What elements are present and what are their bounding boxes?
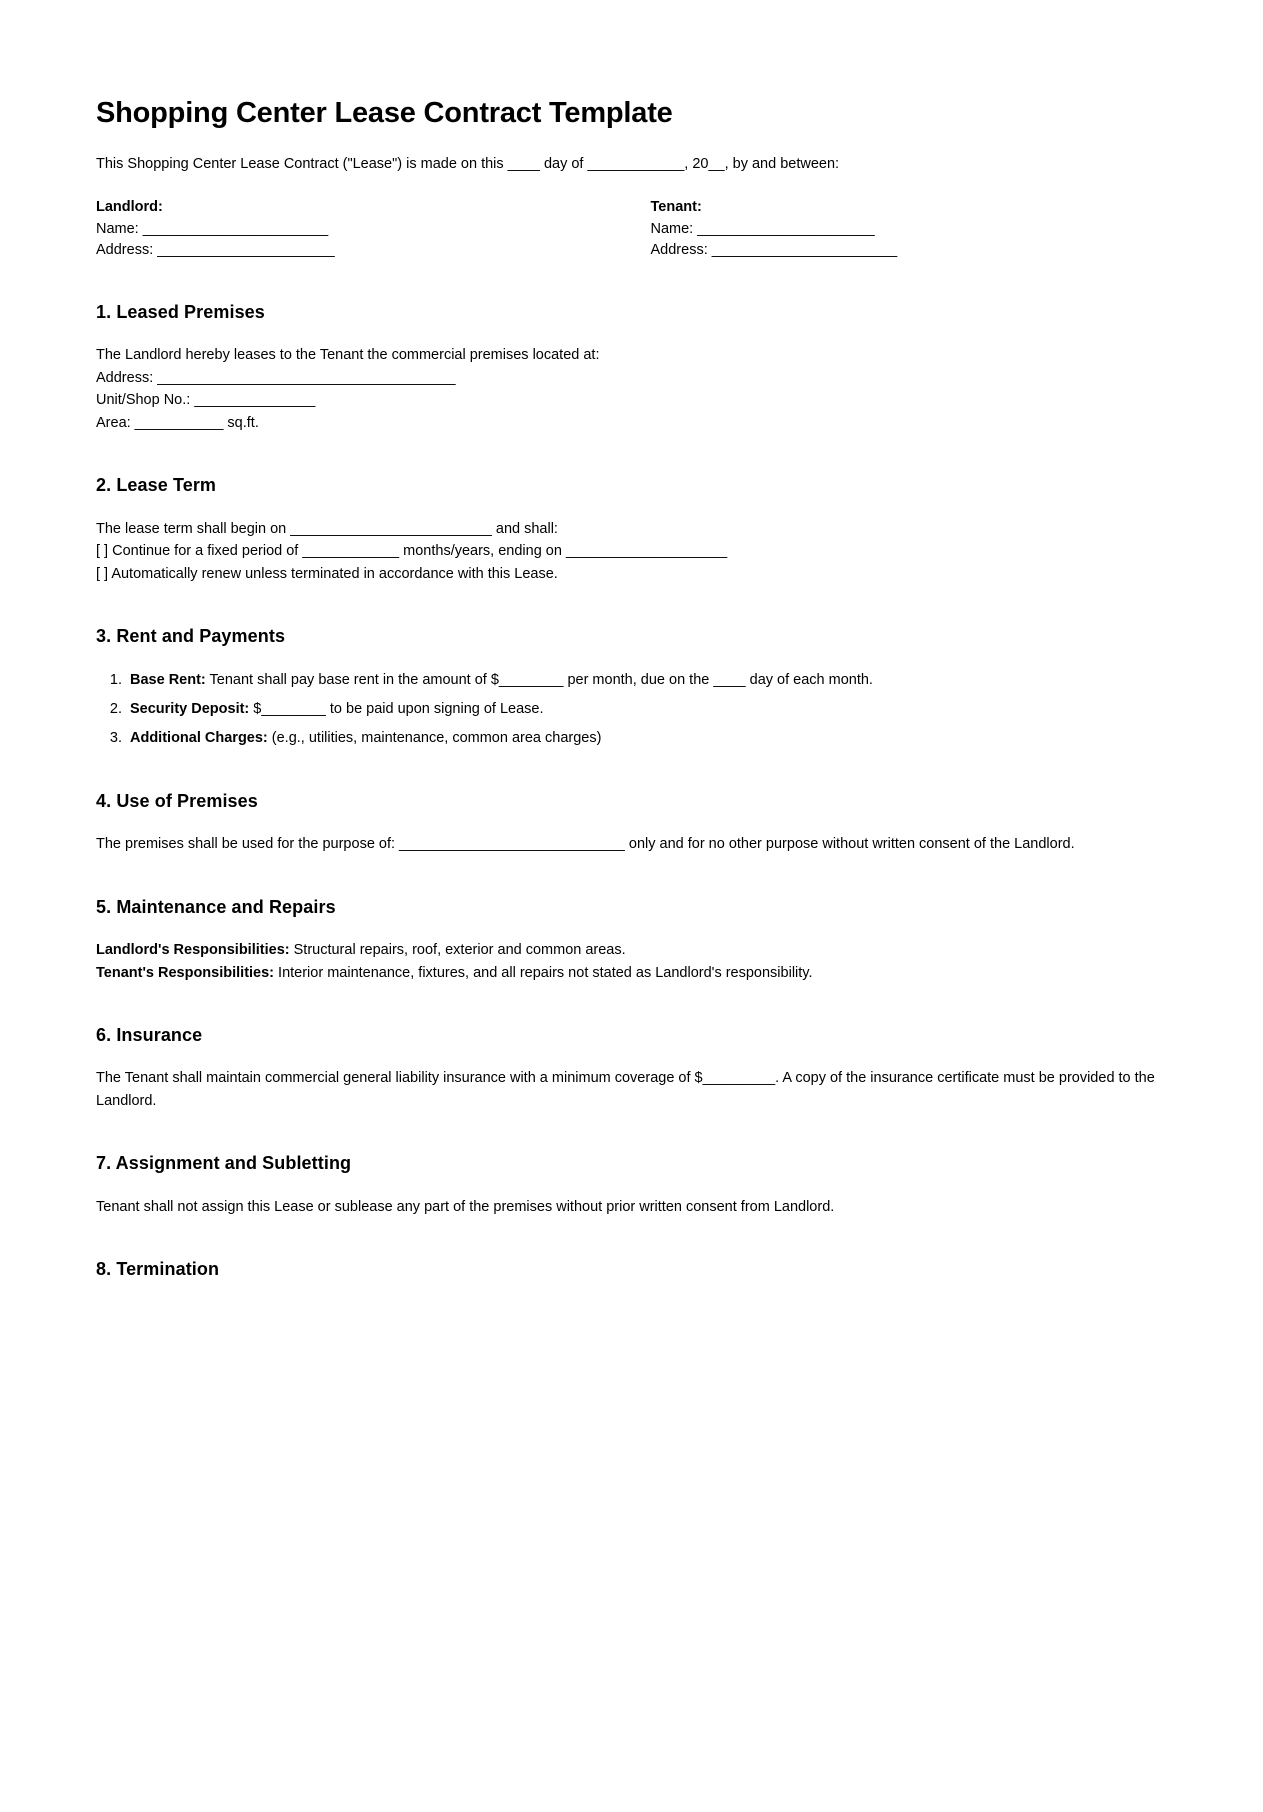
landlord-responsibilities-text: Structural repairs, roof, exterior and common areas.: [289, 942, 626, 959]
leased-premises-unit-field[interactable]: Unit/Shop No.: _______________: [96, 392, 316, 409]
list-item: [126, 698, 1165, 720]
landlord-column: [96, 197, 631, 261]
lease-term-begin-field[interactable]: The lease term shall begin on _________________________ and shall:: [96, 520, 558, 537]
section-lease-term: [96, 474, 1165, 585]
rent-item-label: Security Deposit:: [130, 700, 250, 717]
insurance-text[interactable]: The Tenant shall maintain commercial general liability insurance with a minimum coverage of $_________. A copy of the insurance certificate must be provided to the Landlord.: [96, 1070, 1155, 1109]
section-termination: [96, 1258, 1165, 1281]
section-heading-leased-premises: 1. Leased Premises: [96, 302, 265, 323]
intro-paragraph: This Shopping Center Lease Contract ("Lease") is made on this ____ day of ____________, 20__, by and between:: [96, 155, 840, 172]
section-assignment-and-subletting: [96, 1152, 1165, 1218]
rent-item-text: (e.g., utilities, maintenance, common area charges): [267, 730, 602, 747]
section-heading-rent-and-payments: 3. Rent and Payments: [96, 626, 286, 647]
tenant-name-field[interactable]: Name: ______________________: [650, 221, 875, 238]
section-rent-and-payments: [96, 625, 1165, 750]
section-maintenance-and-repairs: [96, 896, 1165, 984]
section-heading-termination: 8. Termination: [96, 1259, 220, 1280]
lease-term-option-fixed[interactable]: [ ] Continue for a fixed period of ____________ months/years, ending on ____________________: [96, 543, 728, 560]
rent-item-label: Base Rent:: [130, 671, 206, 688]
parties-block: [96, 197, 1165, 261]
assignment-and-subletting-text: Tenant shall not assign this Lease or sublease any part of the premises without prior written consent from Landlord.: [96, 1198, 835, 1215]
leased-premises-area-field[interactable]: Area: ___________ sq.ft.: [96, 414, 259, 431]
rent-item-text: Tenant shall pay base rent in the amount of $________ per month, due on the ____ day of each month.: [205, 671, 873, 688]
rent-item-text: $________ to be paid upon signing of Lease.: [249, 700, 544, 717]
section-heading-assignment-and-subletting: 7. Assignment and Subletting: [96, 1153, 352, 1174]
tenant-address-field[interactable]: Address: _______________________: [650, 242, 898, 259]
section-heading-lease-term: 2. Lease Term: [96, 475, 217, 496]
page-title: Shopping Center Lease Contract Template: [96, 97, 673, 129]
section-insurance: [96, 1024, 1165, 1112]
tenant-column: [631, 197, 1166, 261]
rent-item-label: Additional Charges:: [130, 730, 268, 747]
lease-term-option-renew[interactable]: [ ] Automatically renew unless terminated in accordance with this Lease.: [96, 565, 558, 582]
landlord-address-field[interactable]: Address: ______________________: [96, 242, 335, 259]
list-item: [126, 727, 1165, 749]
section-heading-insurance: 6. Insurance: [96, 1025, 203, 1046]
list-item: [126, 669, 1165, 691]
section-use-of-premises: [96, 790, 1165, 856]
section-heading-use-of-premises: 4. Use of Premises: [96, 790, 258, 811]
leased-premises-address-field[interactable]: Address: _____________________________________: [96, 369, 456, 386]
tenant-responsibilities-label: Tenant's Responsibilities:: [96, 964, 275, 981]
rent-items-list: [96, 669, 1165, 750]
landlord-name-field[interactable]: Name: _______________________: [96, 221, 329, 238]
landlord-responsibilities: [96, 939, 1165, 961]
section-leased-premises: [96, 301, 1165, 434]
tenant-responsibilities-text: Interior maintenance, fixtures, and all repairs not stated as Landlord's responsibility.: [274, 964, 813, 981]
landlord-heading: Landlord:: [96, 199, 163, 216]
section-heading-maintenance-and-repairs: 5. Maintenance and Repairs: [96, 896, 336, 917]
tenant-responsibilities: [96, 962, 1165, 984]
landlord-responsibilities-label: Landlord's Responsibilities:: [96, 942, 290, 959]
use-of-premises-text[interactable]: The premises shall be used for the purpose of: ____________________________ only and for no other purpose without written consent of the Landlord.: [96, 836, 1075, 853]
leased-premises-intro: The Landlord hereby leases to the Tenant the commercial premises located at:: [96, 347, 600, 364]
tenant-heading: Tenant:: [650, 199, 702, 216]
